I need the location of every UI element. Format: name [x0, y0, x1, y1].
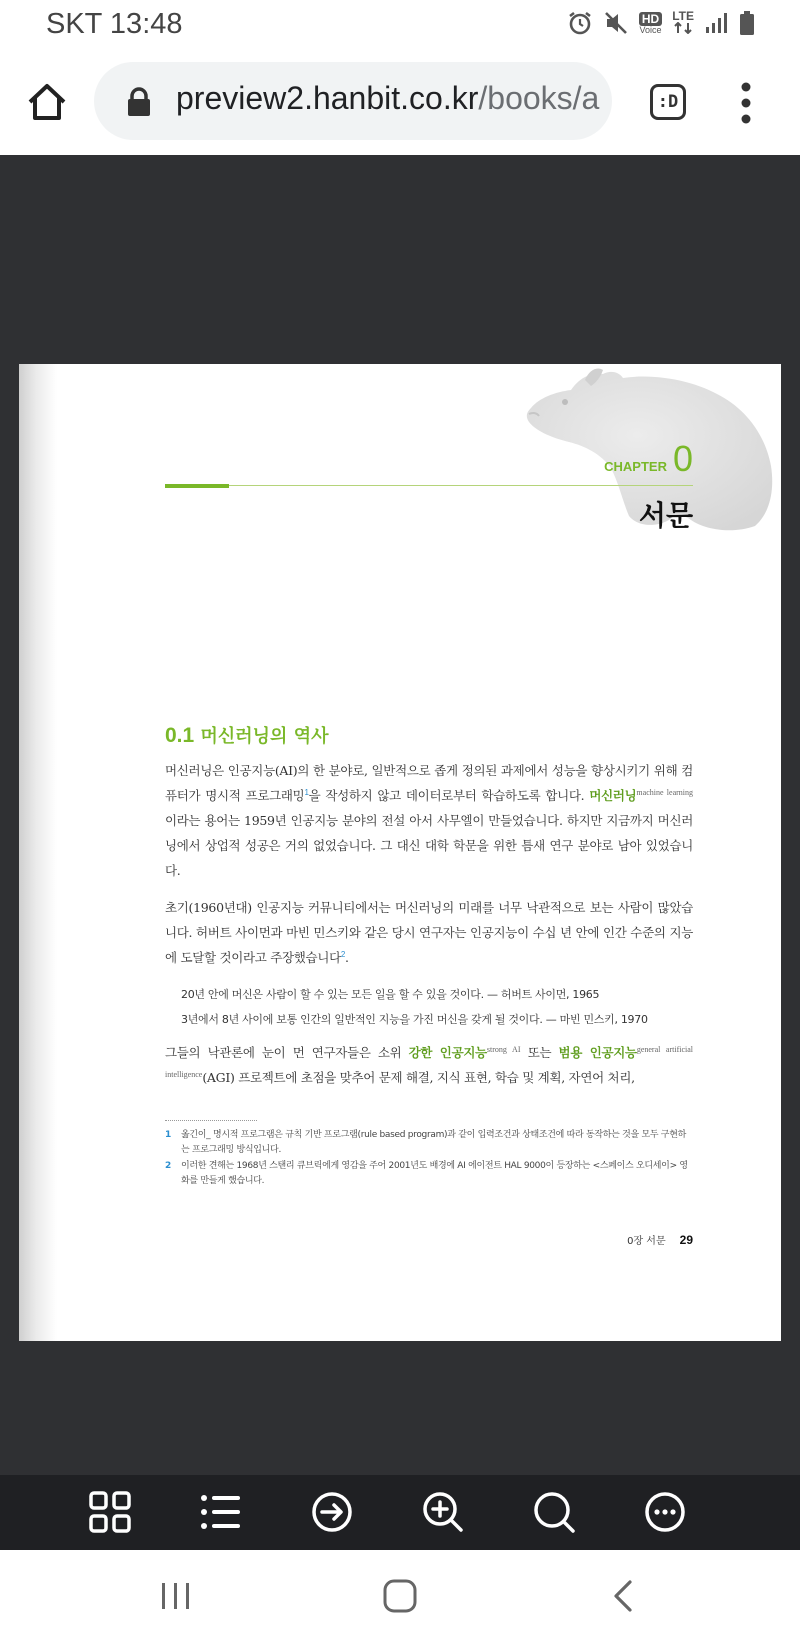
- zoom-in-icon: [421, 1490, 465, 1534]
- footnote-1-number: 1: [165, 1130, 171, 1140]
- lte-label: LTE: [672, 9, 694, 23]
- carrier-time: SKT 13:48: [46, 8, 183, 40]
- p3-text-c: (AGI) 프로젝트에 초점을 맞추어 문제 해결, 지식 표현, 학습 및 계획, 자연어 처리,: [202, 1070, 635, 1085]
- footer-chapter-label: 0장 서문: [627, 1236, 666, 1247]
- footnote-divider: [165, 1120, 257, 1121]
- goto-page-button[interactable]: [310, 1490, 354, 1534]
- more-menu-button[interactable]: [736, 82, 756, 124]
- thumbnails-icon: [88, 1490, 132, 1534]
- footnote-ref-1[interactable]: 1: [304, 787, 309, 797]
- term-machine-learning: 머신러닝: [589, 788, 637, 803]
- tab-switcher-label: :D: [657, 92, 679, 112]
- more-options-icon: [643, 1490, 687, 1534]
- p1-text-b: 을 작성하지 않고 데이터로부터 학습하도록 합니다.: [308, 788, 590, 803]
- book-page[interactable]: [19, 364, 781, 1341]
- section-title: 머신러닝의 역사: [200, 726, 329, 747]
- lock-icon: [126, 87, 152, 117]
- tab-switcher-icon[interactable]: [650, 84, 686, 120]
- search-icon: [532, 1490, 576, 1534]
- footnotes: [165, 1128, 693, 1190]
- p3-text-b: 또는: [520, 1045, 559, 1060]
- chapter-number: 0: [672, 438, 693, 479]
- home-icon: [22, 78, 72, 128]
- lte-icon: [672, 10, 694, 36]
- footnote-2-text: 이러한 견해는 1968년 스탠리 큐브릭에게 영감을 주어 2001년도 배경에 AI 에이전트 HAL 9000이 등장하는 <스페이스 오디세이> 영화를 만들게 했습니다.: [181, 1161, 688, 1186]
- zoom-in-button[interactable]: [421, 1490, 465, 1534]
- chapter-word: CHAPTER: [604, 459, 667, 474]
- term-agi-en: general artificial intelligence: [165, 1044, 694, 1079]
- back-button[interactable]: [604, 1576, 644, 1616]
- paragraph-1: [165, 758, 693, 883]
- signal-icon: [704, 11, 728, 35]
- goto-page-icon: [310, 1490, 354, 1534]
- alarm-icon: [567, 10, 593, 36]
- page-number: 29: [679, 1233, 693, 1247]
- chapter-rule-accent: [165, 484, 229, 488]
- section-heading: [165, 722, 328, 748]
- footnote-2-number: 2: [165, 1161, 171, 1171]
- home-nav-icon: [380, 1576, 420, 1616]
- term-strong-ai-en: strong AI: [486, 1044, 521, 1054]
- footnote-1-text: 옮긴이_ 명시적 프로그램은 규칙 기반 프로그램(rule based program)과 같이 입력조건과 상태조건에 따라 동작하는 것을 모두 구현하는 프로그래밍 방식입니다.: [181, 1130, 686, 1155]
- status-icons: [567, 10, 756, 36]
- footnote-2: [165, 1159, 693, 1189]
- chapter-label: [604, 438, 693, 480]
- p3-text-a: 그들의 낙관론에 눈이 먼 연구자들은 소위: [165, 1045, 409, 1060]
- page-gutter-shadow: [19, 364, 57, 1341]
- viewer-toolbar: [0, 1475, 800, 1550]
- status-bar: [0, 0, 800, 50]
- section-number: 0.1: [165, 724, 195, 747]
- quote-block: [181, 982, 701, 1032]
- system-nav-bar: [0, 1550, 800, 1644]
- footnote-ref-2[interactable]: 2: [340, 949, 346, 959]
- toc-list-icon: [199, 1490, 243, 1534]
- p1-text-c: 이라는 용어는 1959년 인공지능 분야의 전설 아서 사무엘이 만들었습니다. 하지만 지금까지 머신러닝에서 상업적 성공은 거의 없었습니다. 그 대신 대학 학문을 위한 틈새 연구 분야로 남아 있었습니다.: [165, 813, 693, 878]
- more-options-button[interactable]: [643, 1490, 687, 1534]
- voice-label: Voice: [639, 24, 662, 35]
- battery-icon: [738, 10, 756, 36]
- p2-text-a: 초기(1960년대) 인공지능 커뮤니티에서는 머신러닝의 미래를 너무 낙관적으로 보는 사람이 많았습니다. 허버트 사이먼과 마빈 민스키와 같은 당시 연구자는 인공지능이 수십 년 안에 인간 수준의 지능에 도달할 것이라고 주장했습니다: [165, 900, 693, 965]
- chapter-rule: [165, 485, 693, 486]
- toc-button[interactable]: [199, 1490, 243, 1534]
- home-button[interactable]: [22, 78, 72, 128]
- paragraph-2: [165, 895, 693, 970]
- p1-text-a: 머신러닝은 인공지능(AI)의 한 분야로, 일반적으로 좁게 정의된 과제에서 성능을 향상시키기 위해 컴퓨터가 명시적 프로그래밍: [165, 763, 693, 803]
- paragraph-3: [165, 1040, 693, 1090]
- p2-text-b: .: [345, 950, 349, 965]
- term-strong-ai: 강한 인공지능: [408, 1045, 487, 1060]
- url-host: preview2.hanbit.co.kr: [176, 80, 479, 116]
- mute-icon: [603, 10, 629, 36]
- recent-apps-icon: [156, 1576, 196, 1616]
- quote-simon: 20년 안에 머신은 사람이 할 수 있는 모든 일을 할 수 있을 것이다. — 허버트 사이먼, 1965: [181, 988, 600, 1001]
- browser-toolbar: [0, 50, 800, 155]
- footnote-1: [165, 1128, 693, 1158]
- term-machine-learning-en: machine learning: [636, 787, 694, 797]
- more-menu-icon: [736, 82, 756, 124]
- chapter-title: 서문: [638, 499, 693, 532]
- page-footer: [627, 1232, 693, 1247]
- hd-voice-icon: [639, 12, 662, 35]
- url-path: /books/a: [478, 80, 600, 116]
- term-agi: 범용 인공지능: [558, 1045, 637, 1060]
- recent-apps-button[interactable]: [156, 1576, 196, 1616]
- back-icon: [604, 1576, 644, 1616]
- hd-badge: HD: [639, 12, 662, 26]
- thumbnails-button[interactable]: [88, 1490, 132, 1534]
- quote-minsky: 3년에서 8년 사이에 보통 인간의 일반적인 지능을 가진 머신을 갖게 될 것이다. — 마빈 민스키, 1970: [181, 1013, 648, 1026]
- home-nav-button[interactable]: [380, 1576, 420, 1616]
- url-text[interactable]: [176, 80, 604, 117]
- address-bar[interactable]: [94, 62, 612, 140]
- search-button[interactable]: [532, 1490, 576, 1534]
- ebook-viewer[interactable]: [0, 155, 800, 1475]
